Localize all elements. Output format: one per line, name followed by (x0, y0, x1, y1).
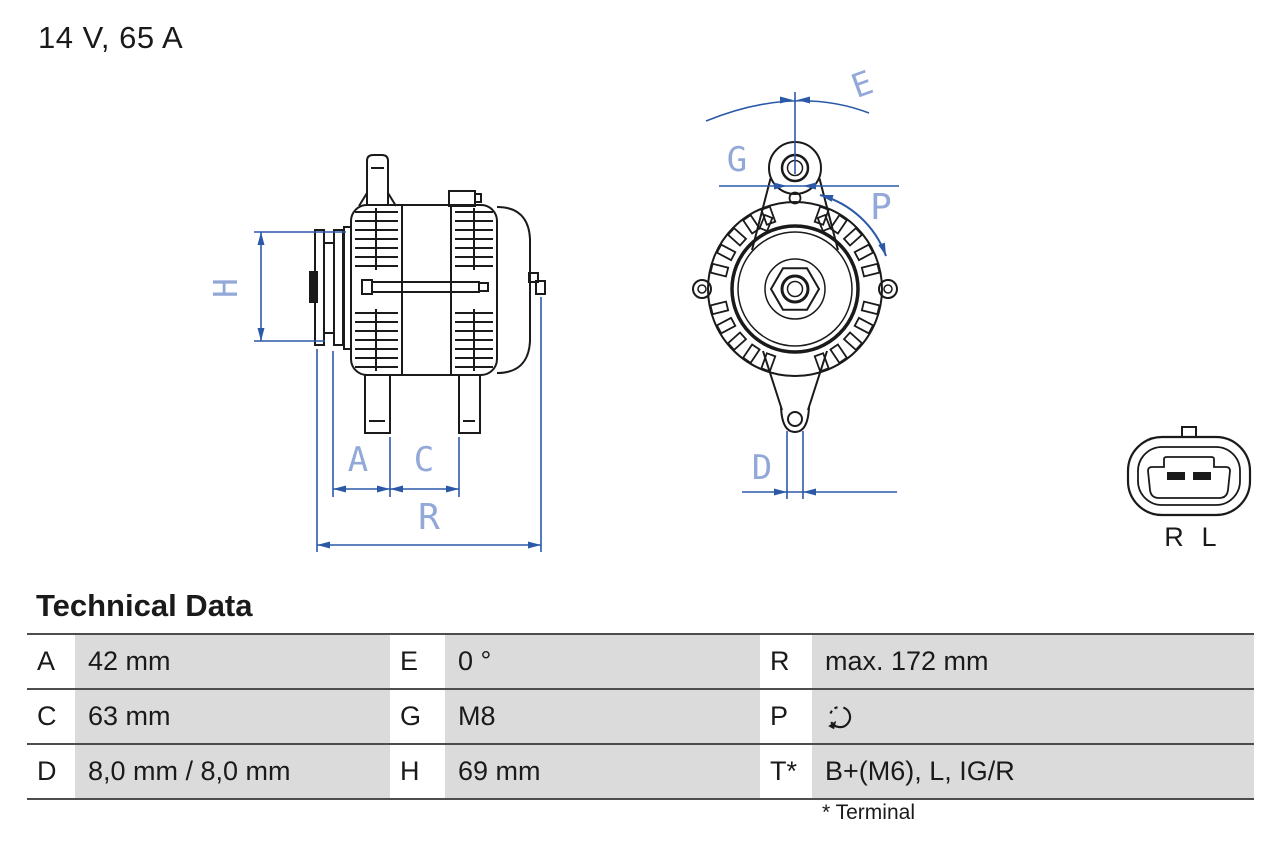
connector-label-l: L (1201, 522, 1217, 552)
dim-value-r: max. 172 mm (812, 635, 1254, 688)
dim-key-a: A (27, 635, 75, 688)
rotation-clockwise-icon (825, 701, 857, 733)
dim-key-e: E (390, 635, 445, 688)
terminal-footnote: * Terminal (822, 801, 915, 824)
dim-value-t: B+(M6), L, IG/R (812, 745, 1254, 798)
dim-key-g: G (390, 690, 445, 743)
dim-key-c: C (27, 690, 75, 743)
table-row (27, 688, 1254, 743)
side-view-dimensions (206, 232, 541, 552)
dim-key-h: H (390, 745, 445, 798)
connector-plug-view (1128, 427, 1250, 552)
dim-label-a: A (347, 440, 369, 480)
front-view-dimensions (706, 62, 899, 499)
dim-label-e: E (846, 62, 879, 106)
dim-value-a: 42 mm (75, 635, 390, 688)
voltage-amperage-title: 14 V, 65 A (38, 20, 184, 55)
dim-value-p (812, 690, 1254, 743)
connector-pin-l (1193, 472, 1211, 480)
dim-label-h: H (206, 278, 245, 298)
front-view (693, 62, 899, 499)
connector-label-r: R (1164, 522, 1184, 552)
dim-label-d: D (751, 448, 773, 488)
dim-label-c: C (413, 440, 435, 480)
dim-value-g: M8 (445, 690, 760, 743)
connector-pin-r (1167, 472, 1185, 480)
dim-value-h: 69 mm (445, 745, 760, 798)
dim-key-d: D (27, 745, 75, 798)
dim-key-p: P (760, 690, 812, 743)
side-view (206, 155, 545, 552)
table-row (27, 633, 1254, 688)
dim-value-d: 8,0 mm / 8,0 mm (75, 745, 390, 798)
technical-data-heading: Technical Data (36, 588, 253, 623)
dim-key-t: T* (760, 745, 812, 798)
technical-data-table (27, 633, 1254, 800)
dim-value-c: 63 mm (75, 690, 390, 743)
dim-label-r: R (418, 497, 440, 538)
dim-label-g: G (726, 140, 748, 180)
dim-value-e: 0 ° (445, 635, 760, 688)
table-row (27, 743, 1254, 798)
dim-label-p: P (870, 187, 892, 228)
dim-key-r: R (760, 635, 812, 688)
